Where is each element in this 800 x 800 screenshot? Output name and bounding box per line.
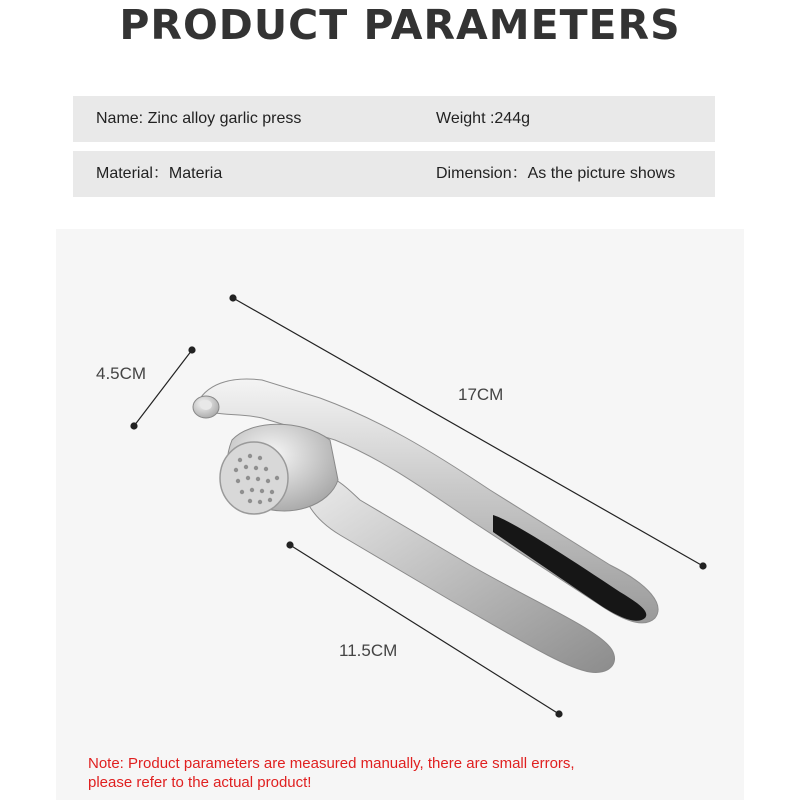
param-material: Material：Materia (96, 165, 223, 182)
pivot-knob (193, 396, 219, 418)
param-weight: Weight :244g (436, 110, 530, 127)
note-line-2: please refer to the actual product! (88, 774, 312, 791)
note-line-1: Note: Product parameters are measured manually, there are small errors, (88, 755, 575, 772)
press-chamber (220, 424, 338, 514)
dimension-label-width: 4.5CM (96, 364, 147, 383)
page-title: PRODUCT PARAMETERS (119, 1, 681, 49)
dimension-line-width (131, 347, 195, 429)
dimension-label-length: 17CM (458, 385, 504, 404)
measurement-note (88, 754, 768, 792)
param-dimension: Dimension：As the picture shows (436, 165, 676, 182)
param-name: Name: Zinc alloy garlic press (96, 110, 302, 127)
dimension-label-handle: 11.5CM (339, 641, 398, 660)
